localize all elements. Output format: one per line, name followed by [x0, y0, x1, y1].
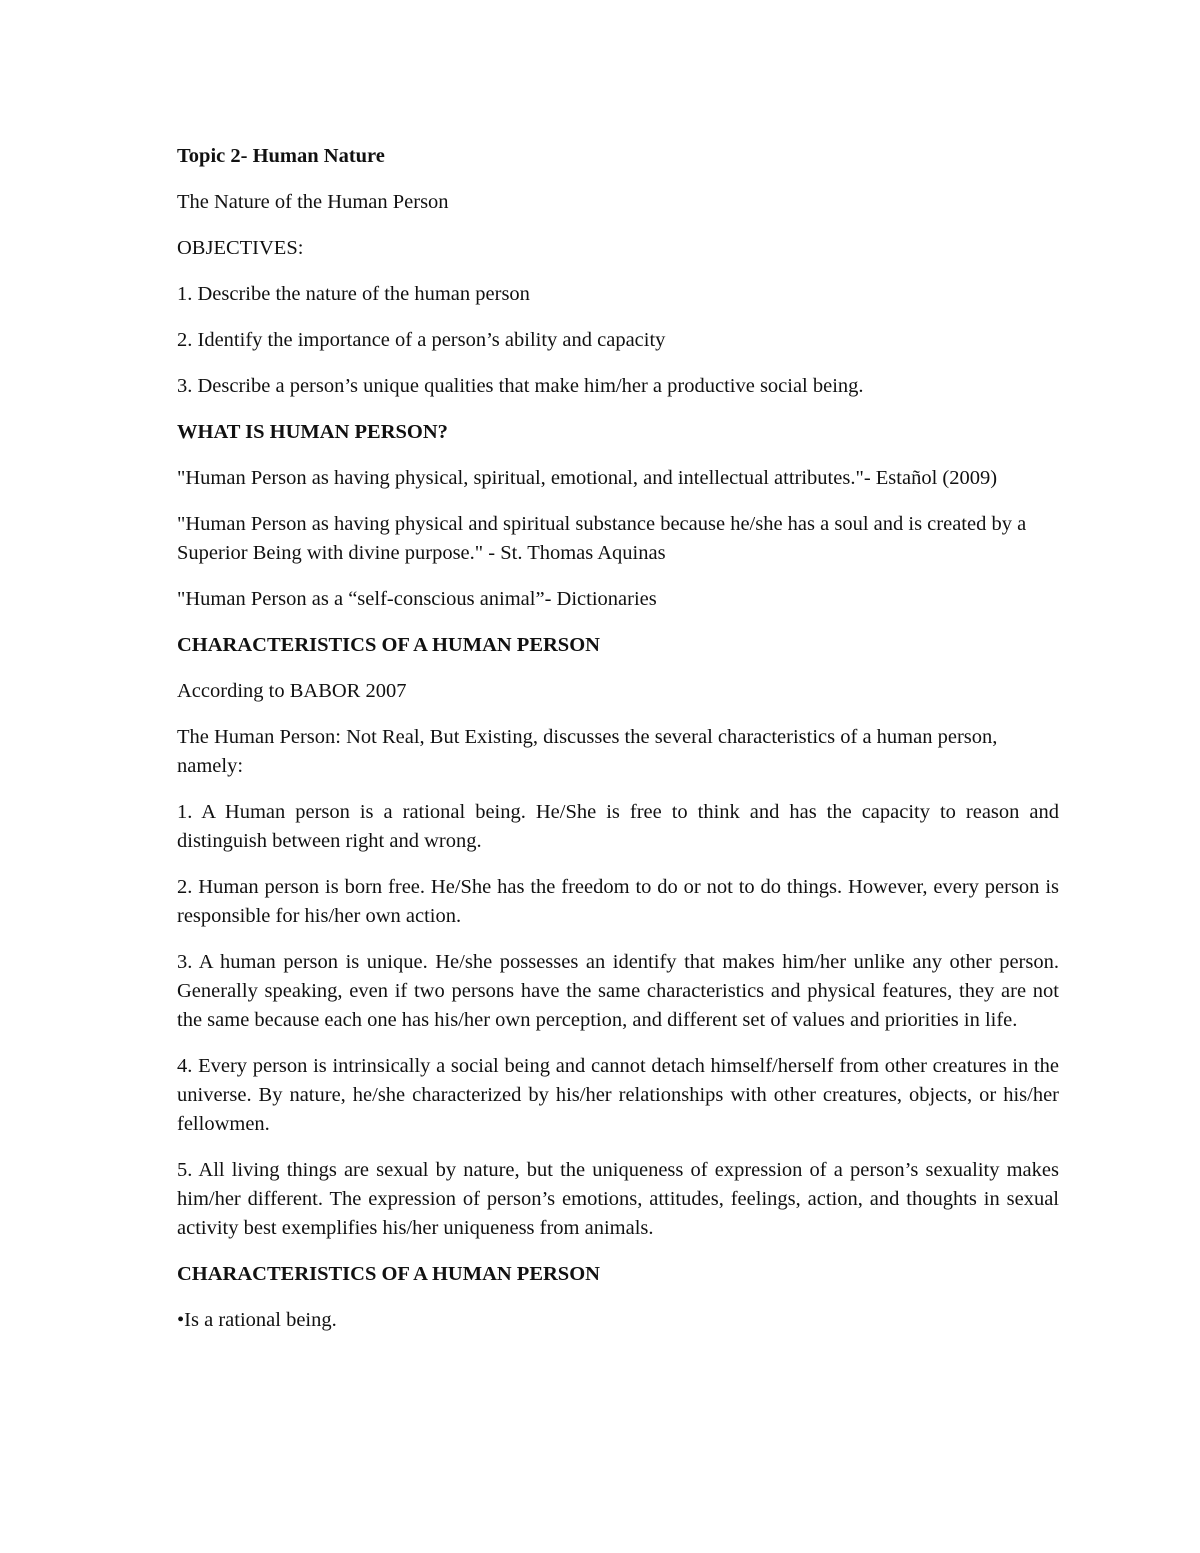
intro-paragraph: The Human Person: Not Real, But Existing, discusses the several characteristics of a human person, namely:	[177, 726, 998, 777]
objective-item: 3. Describe a person’s unique qualities that make him/her a productive social being.	[177, 375, 864, 397]
characteristic-paragraph: 5. All living things are sexual by nature, but the uniqueness of expression of a person’s sexuality makes him/her different. The expression of person’s emotions, attitudes, feelings, action, and thoughts in sexual activity best exemplifies his/her uniqueness from animals.	[177, 1159, 1059, 1239]
characteristic-paragraph: 3. A human person is unique. He/she possesses an identify that makes him/her unlike any other person. Generally speaking, even if two persons have the same characteristics and physical features, they are not the same because each one has his/her own perception, and different set of values and priorities in life.	[177, 951, 1059, 1031]
objective-item: 2. Identify the importance of a person’s ability and capacity	[177, 329, 666, 351]
section-heading-what-is: WHAT IS HUMAN PERSON?	[177, 421, 448, 443]
document-title: Topic 2- Human Nature	[177, 145, 385, 167]
source-line: According to BABOR 2007	[177, 680, 407, 702]
objective-item: 1. Describe the nature of the human person	[177, 283, 530, 305]
document-subtitle: The Nature of the Human Person	[177, 191, 449, 213]
section-heading-characteristics: CHARACTERISTICS OF A HUMAN PERSON	[177, 634, 600, 656]
definition-paragraph: "Human Person as having physical and spiritual substance because he/she has a soul and is created by a Superior Being with divine purpose." - St. Thomas Aquinas	[177, 513, 1027, 564]
characteristic-paragraph: 4. Every person is intrinsically a social being and cannot detach himself/herself from other creatures in the universe. By nature, he/she characterized by his/her relationships with other creatures, objects, or his/her fellowmen.	[177, 1055, 1059, 1135]
section-heading-characteristics-2: CHARACTERISTICS OF A HUMAN PERSON	[177, 1263, 600, 1285]
characteristic-paragraph: 2. Human person is born free. He/She has the freedom to do or not to do things. However, every person is responsible for his/her own action.	[177, 876, 1059, 927]
bullet-item: •Is a rational being.	[177, 1309, 337, 1331]
document-page	[177, 142, 1059, 1352]
definition-paragraph: "Human Person as having physical, spiritual, emotional, and intellectual attributes."- Estañol (2009)	[177, 467, 998, 489]
characteristic-paragraph: 1. A Human person is a rational being. He/She is free to think and has the capacity to reason and distinguish between right and wrong.	[177, 801, 1059, 852]
definition-paragraph: "Human Person as a “self-conscious animal”- Dictionaries	[177, 588, 657, 610]
objectives-heading: OBJECTIVES:	[177, 237, 304, 259]
